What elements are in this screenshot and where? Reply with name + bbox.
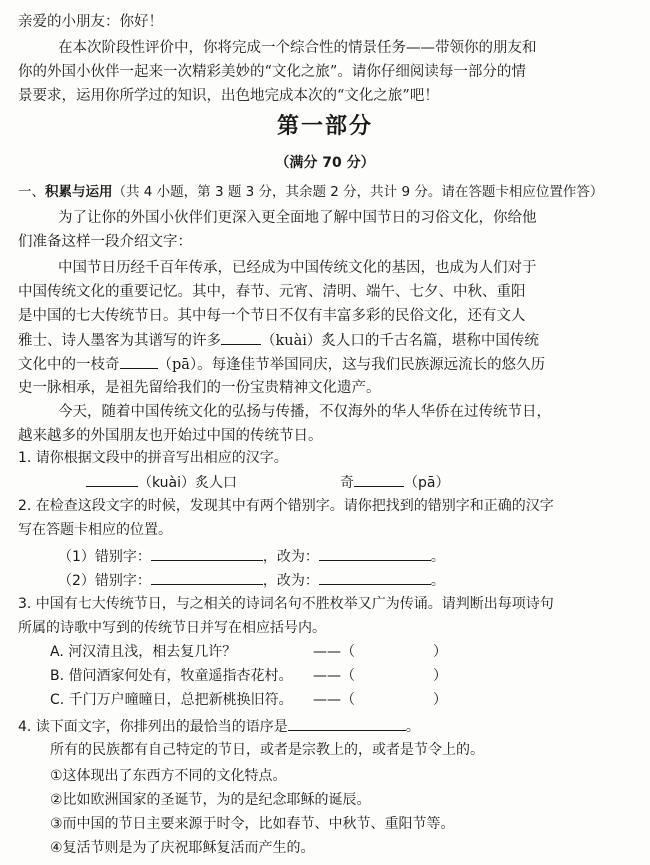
question-3: 3. 中国有七大传统节日，与之相关的诗词名句不胜枚举又广为传诵。请判断出每项诗句: [18, 596, 554, 612]
q3-paren: ）: [433, 668, 447, 684]
q4-prompt: 4. 读下面文字，你排列出的最恰当的语序是: [18, 719, 288, 735]
passage-text: 雅士、诗人墨客为其谱写的许多: [18, 333, 221, 349]
question-2: 2. 在检查这段文字的时候，发现其中有两个错别字。请你把找到的错别字和正确的汉字: [18, 498, 554, 514]
intro-line-3: 景要求，运用你所学过的知识，出色地完成本次的“文化之旅”吧！: [18, 88, 439, 104]
q1-hint-a: （kuài）炙人口: [138, 475, 238, 491]
passage-line: 是中国的七大传统节日。其中每一个节日不仅有丰富多彩的民俗文化，还有文人: [18, 308, 526, 324]
q1-blank-b[interactable]: [354, 472, 404, 487]
q2-label: （2）错别字：: [58, 573, 151, 589]
q2-fix-blank-1[interactable]: [319, 546, 431, 561]
q1-hint-b: （pā）: [404, 475, 450, 491]
passage-line: 史一脉相承，是祖先留给我们的一份宝贵精神文化遗产。: [18, 380, 381, 396]
intro-line-1: 在本次阶段性评价中，你将完成一个综合性的情景任务——带领你的朋友和: [58, 40, 537, 56]
punct: 。: [430, 573, 445, 589]
q1-prefix-b: 奇: [340, 475, 354, 491]
q4-option-2: ②比如欧洲国家的圣诞节，为的是纪念耶稣的诞辰。: [50, 792, 371, 808]
q2-change-label: ，改为：: [262, 573, 319, 589]
q2-typo-blank-2[interactable]: [151, 570, 263, 585]
q1-answer-b: [340, 472, 449, 493]
passage-line: 中国节日历经千百年传承，已经成为中国传统文化的基因，也成为人们对于: [58, 260, 537, 276]
q3-option-c: C. 千门万户曈曈日，总把新桃换旧符。: [50, 692, 293, 708]
lead-line-1: 为了让你的外国小伙伴们更深入更全面地了解中国节日的习俗文化，你给他: [58, 210, 537, 226]
greeting: 亲爱的小朋友：你好！: [18, 14, 163, 30]
q4-option-4: ④复活节则是为了庆祝耶稣复活而产生的。: [50, 840, 315, 856]
q4-option-1: ①这体现出了东西方不同的文化特点。: [50, 768, 287, 784]
section-number: 一、: [18, 184, 45, 200]
question-4: [18, 716, 420, 737]
score-note: （满分 70 分）: [275, 155, 375, 171]
passage-text: 文化中的一枝奇: [18, 357, 120, 373]
question-1: 1. 请你根据文段中的拼音写出相应的汉字。: [18, 450, 288, 466]
passage-text: （pā）。每逢佳节举国同庆，这与我们民族源远流长的悠久历: [157, 357, 546, 373]
q3-dash: ——（: [313, 668, 355, 684]
lead-line-2: 们准备这样一段介绍文字：: [18, 234, 192, 250]
q2-change-label: ，改为：: [262, 549, 319, 565]
q2-fix-blank-2[interactable]: [319, 570, 431, 585]
intro-line-2: 你的外国小伙伴一起来一次精彩美妙的“文化之旅”。请你仔细阅读每一部分的情: [18, 64, 526, 80]
q1-answer-a: [86, 472, 237, 493]
passage-line: 中国传统文化的重要记忆。其中，春节、元宵、清明、端午、七夕、中秋、重阳: [18, 284, 526, 300]
q4-intro: 所有的民族都有自己特定的节日，或者是宗教上的，或者是节令上的。: [50, 742, 484, 758]
q3-paren: ）: [433, 692, 447, 708]
q4-order-blank[interactable]: [288, 716, 406, 731]
q3-option-a: A. 河汉清且浅，相去复几许？: [50, 644, 237, 660]
part-title: 第一部分: [276, 114, 373, 139]
q3-paren: ）: [433, 644, 447, 660]
q2-item-2: [58, 570, 445, 591]
q2-typo-blank-1[interactable]: [151, 546, 263, 561]
q3-dash: ——（: [313, 644, 355, 660]
q2-item-1: [58, 546, 445, 567]
question-2-cont: 写在答题卡相应的位置。: [18, 522, 172, 538]
passage-line: [18, 354, 545, 375]
q4-option-3: ③而中国的节日主要来源于时令，比如春节、中秋节、重阳节等。: [50, 816, 455, 832]
q3-answer-c[interactable]: [313, 690, 447, 710]
q2-label: （1）错别字：: [58, 549, 151, 565]
question-3-cont: 所属的诗歌中写到的传统节日并写在相应括号内。: [18, 620, 326, 636]
q3-option-b: B. 借问酒家何处有，牧童遥指杏花村。: [50, 668, 293, 684]
passage-line: 越来越多的外国朋友也开始过中国的传统节日。: [18, 428, 323, 444]
q3-dash: ——（: [313, 692, 355, 708]
section-heading: [18, 182, 603, 202]
passage-line: [18, 330, 539, 351]
blank-pa[interactable]: [120, 354, 158, 369]
passage-line: 今天，随着中国传统文化的弘扬与传播，不仅海外的华人华侨在过传统节日，: [58, 404, 551, 420]
punct: 。: [430, 549, 445, 565]
q3-answer-b[interactable]: [313, 666, 447, 686]
passage-text: （kuài）炙人口的千古名篇，堪称中国传统: [261, 333, 539, 349]
q1-blank-a[interactable]: [86, 472, 138, 487]
punct: 。: [405, 719, 420, 735]
section-title: 积累与运用: [45, 184, 113, 200]
blank-kuai[interactable]: [221, 330, 261, 345]
section-rules: （共 4 小题，第 3 题 3 分，其余题 2 分，共计 9 分。请在答题卡相应位置作答）: [112, 184, 604, 200]
q3-answer-a[interactable]: [313, 642, 447, 662]
